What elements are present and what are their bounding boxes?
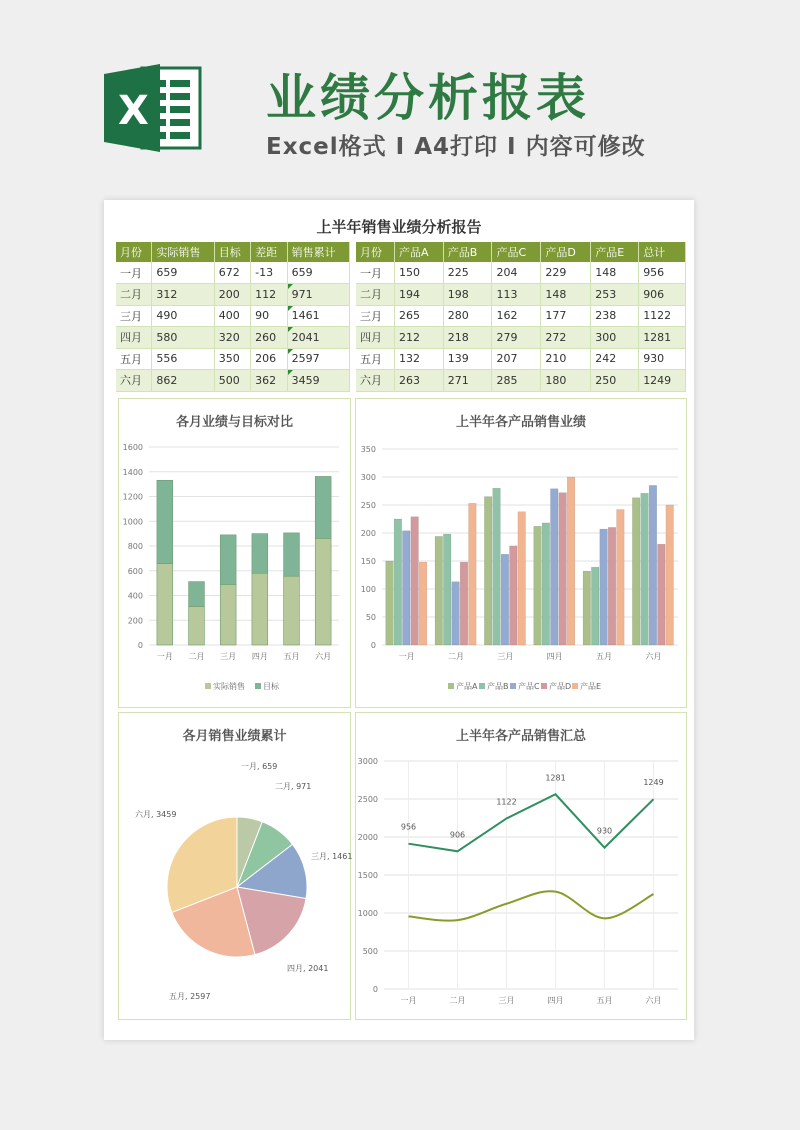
table-cell[interactable]: 二月 (116, 284, 152, 306)
x-tick-label: 一月 (398, 652, 415, 661)
table-cell[interactable]: 139 (443, 348, 492, 370)
table-row (116, 305, 350, 327)
bar (284, 576, 300, 645)
formula-marker-icon (288, 327, 293, 332)
bar (315, 476, 331, 538)
legend-swatch (572, 683, 578, 689)
x-tick-label: 五月 (596, 996, 613, 1005)
x-tick-label: 五月 (283, 652, 300, 661)
table-cell[interactable]: 659 (287, 262, 349, 284)
y-tick-label: 350 (360, 445, 376, 454)
table-cell[interactable]: 一月 (116, 262, 152, 284)
table-cell[interactable]: 194 (395, 284, 444, 306)
bar (608, 527, 616, 645)
legend-label: 产品E (580, 682, 602, 691)
table-cell[interactable]: 312 (152, 284, 214, 306)
table-cell[interactable]: 659 (152, 262, 214, 284)
bar (591, 567, 599, 645)
table-cell[interactable]: 285 (492, 370, 541, 392)
x-tick-label: 五月 (596, 652, 612, 661)
bar (402, 531, 410, 645)
legend-label: 产品B (487, 682, 509, 691)
right-header-cell: 产品C (492, 242, 541, 262)
table-cell[interactable]: 200 (214, 284, 250, 306)
table-cell[interactable]: 320 (214, 327, 250, 349)
bar (189, 606, 205, 645)
bar (649, 485, 657, 645)
grouped-bar-chart (356, 399, 688, 709)
y-tick-label: 250 (360, 501, 376, 510)
table-row (356, 284, 686, 306)
table-cell[interactable]: 271 (443, 370, 492, 392)
page-header (0, 0, 800, 190)
legend-label: 产品D (549, 682, 572, 691)
table-row (116, 327, 350, 349)
right-header-cell: 产品D (541, 242, 591, 262)
table-cell[interactable]: 350 (214, 348, 250, 370)
bar (315, 538, 331, 645)
y-tick-label: 0 (370, 641, 376, 650)
bar (252, 573, 268, 645)
excel-logo-icon (104, 62, 202, 154)
stacked-bar-chart (119, 399, 352, 709)
table-cell[interactable]: 2597 (287, 348, 349, 370)
right-header-cell: 产品B (443, 242, 492, 262)
bar (443, 534, 451, 645)
legend-swatch (255, 683, 261, 689)
line-data-label: 906 (449, 830, 466, 840)
table-cell[interactable]: 148 (541, 284, 591, 306)
bar (559, 493, 567, 645)
report-sheet (104, 200, 694, 1040)
table-cell[interactable]: 五月 (116, 348, 152, 370)
table-cell[interactable]: 238 (591, 305, 639, 327)
sales-summary-line-chart-panel (355, 712, 687, 1020)
bar (550, 489, 558, 645)
table-cell[interactable]: 207 (492, 348, 541, 370)
pie-data-label: 二月, 971 (275, 782, 312, 791)
bar (469, 503, 477, 645)
bar (411, 517, 419, 645)
bar (157, 480, 173, 563)
product-sales-chart-panel (355, 398, 687, 708)
pie-data-label: 五月, 2597 (169, 992, 211, 1001)
y-tick-label: 1000 (122, 517, 143, 527)
bar (435, 536, 443, 645)
line-data-label: 956 (400, 822, 417, 832)
table-cell[interactable]: 三月 (116, 305, 152, 327)
line-data-label: 930 (596, 826, 613, 836)
formula-marker-icon (288, 370, 293, 375)
logo-letter: X (118, 88, 149, 134)
y-tick-label: 100 (360, 585, 376, 594)
table-cell[interactable]: 250 (591, 370, 639, 392)
table-cell[interactable]: 1281 (639, 327, 686, 349)
bar (452, 582, 460, 645)
line-series-secondary (409, 891, 654, 920)
legend-label: 产品C (518, 682, 540, 691)
bar (542, 523, 550, 645)
y-tick-label: 1400 (122, 467, 143, 477)
chart-title: 各月销售业绩累计 (182, 729, 287, 744)
bar (252, 534, 268, 574)
table-cell[interactable]: 272 (541, 327, 591, 349)
y-tick-label: 1500 (357, 871, 378, 880)
table-cell[interactable]: 279 (492, 327, 541, 349)
bar (189, 582, 205, 607)
legend-label: 目标 (263, 682, 279, 691)
table-cell[interactable]: 180 (541, 370, 591, 392)
table-cell[interactable]: 672 (214, 262, 250, 284)
left-header-cell: 目标 (214, 242, 250, 262)
right-header-cell: 产品A (395, 242, 444, 262)
bar (493, 488, 501, 645)
table-cell[interactable]: 2041 (287, 327, 349, 349)
bar (394, 519, 402, 645)
page-title: 业绩分析报表 (266, 69, 590, 127)
y-tick-label: 300 (360, 473, 376, 482)
table-row (116, 370, 350, 392)
table-cell[interactable]: 212 (395, 327, 444, 349)
line-data-label: 1122 (496, 797, 517, 807)
x-tick-label: 四月 (546, 652, 563, 661)
page-subtitle: Excel格式 I A4打印 I 内容可修改 (266, 134, 646, 160)
left-header-cell: 月份 (116, 242, 152, 262)
bar (617, 509, 625, 645)
legend-swatch (510, 683, 516, 689)
table-row (356, 305, 686, 327)
bar (386, 561, 394, 645)
table-cell[interactable]: 六月 (116, 370, 152, 392)
y-tick-label: 200 (360, 529, 376, 538)
bar (518, 512, 526, 645)
bar (666, 505, 674, 645)
table-cell[interactable]: 265 (395, 305, 444, 327)
bar (632, 498, 640, 645)
legend-label: 实际销售 (213, 682, 245, 691)
legend-swatch (205, 683, 211, 689)
table-row (356, 370, 686, 392)
x-tick-label: 四月 (251, 652, 268, 661)
chart-title: 各月业绩与目标对比 (175, 415, 293, 430)
x-tick-label: 三月 (220, 652, 237, 661)
y-tick-label: 800 (127, 542, 143, 551)
y-tick-label: 500 (362, 947, 378, 956)
table-cell[interactable]: 253 (591, 284, 639, 306)
table-cell[interactable]: 580 (152, 327, 214, 349)
table-row (356, 348, 686, 370)
line-series-total (409, 794, 654, 851)
table-cell[interactable]: 906 (639, 284, 686, 306)
legend-swatch (448, 683, 454, 689)
table-cell[interactable]: 三月 (356, 305, 395, 327)
table-cell[interactable]: 148 (591, 262, 639, 284)
bar (419, 562, 427, 645)
bar (157, 563, 173, 645)
pie-data-label: 六月, 3459 (135, 810, 177, 819)
table-cell[interactable]: 242 (591, 348, 639, 370)
x-tick-label: 四月 (547, 996, 564, 1005)
pie-data-label: 三月, 1461 (311, 852, 352, 861)
table-cell[interactable]: 362 (251, 370, 287, 392)
y-tick-label: 600 (127, 566, 143, 576)
legend-swatch (541, 683, 547, 689)
table-cell[interactable]: 1122 (639, 305, 686, 327)
line-data-label: 1249 (643, 778, 664, 788)
table-cell[interactable]: 400 (214, 305, 250, 327)
y-tick-label: 1000 (357, 909, 378, 918)
table-cell[interactable]: 930 (639, 348, 686, 370)
x-tick-label: 一月 (156, 652, 173, 661)
table-cell[interactable]: 210 (541, 348, 591, 370)
table-row (116, 348, 350, 370)
y-tick-label: 1200 (122, 492, 143, 502)
pie-data-label: 四月, 2041 (287, 964, 329, 973)
x-tick-label: 二月 (188, 652, 205, 661)
table-cell[interactable]: 112 (251, 284, 287, 306)
x-tick-label: 二月 (448, 652, 464, 661)
y-tick-label: 200 (127, 616, 143, 626)
bar (600, 529, 608, 645)
left-header-cell: 销售累计 (287, 242, 349, 262)
table-cell[interactable]: 956 (639, 262, 686, 284)
y-tick-label: 50 (365, 613, 376, 622)
y-tick-label: 0 (137, 641, 143, 650)
y-tick-label: 3000 (357, 757, 378, 766)
table-cell[interactable]: 206 (251, 348, 287, 370)
bar (220, 535, 236, 585)
x-tick-label: 三月 (497, 652, 514, 661)
right-header-cell: 产品E (591, 242, 639, 262)
bar (567, 477, 575, 645)
y-tick-label: 400 (127, 591, 143, 601)
x-tick-label: 二月 (449, 996, 466, 1005)
x-tick-label: 六月 (645, 996, 662, 1005)
bar (220, 584, 236, 645)
table-row (116, 262, 350, 284)
bar (583, 571, 591, 645)
y-tick-label: 150 (360, 557, 376, 566)
table-cell[interactable]: 862 (152, 370, 214, 392)
table-cell[interactable]: 280 (443, 305, 492, 327)
table-cell[interactable]: 3459 (287, 370, 349, 392)
bar (460, 562, 468, 645)
table-cell[interactable]: 132 (395, 348, 444, 370)
bar (534, 526, 542, 645)
table-cell[interactable]: 490 (152, 305, 214, 327)
table-cell[interactable]: 90 (251, 305, 287, 327)
table-cell[interactable]: 177 (541, 305, 591, 327)
monthly-sales-table (116, 242, 350, 392)
formula-marker-icon (288, 349, 293, 354)
left-header-cell: 实际销售 (152, 242, 214, 262)
table-cell[interactable]: 500 (214, 370, 250, 392)
bar (501, 554, 509, 645)
table-cell[interactable]: 六月 (356, 370, 395, 392)
report-title: 上半年销售业绩分析报告 (316, 218, 482, 236)
table-cell[interactable]: 四月 (116, 327, 152, 349)
target-comparison-chart-panel (118, 398, 351, 708)
bar (510, 546, 518, 645)
chart-title: 上半年各产品销售汇总 (455, 729, 586, 744)
table-row (356, 262, 686, 284)
legend-swatch (479, 683, 485, 689)
table-cell[interactable]: 204 (492, 262, 541, 284)
table-cell[interactable]: 225 (443, 262, 492, 284)
table-cell[interactable]: 971 (287, 284, 349, 306)
x-tick-label: 六月 (645, 652, 662, 661)
y-tick-label: 2000 (357, 833, 378, 842)
table-cell[interactable]: 300 (591, 327, 639, 349)
table-cell[interactable]: 229 (541, 262, 591, 284)
formula-marker-icon (288, 306, 293, 311)
table-cell[interactable]: 556 (152, 348, 214, 370)
table-cell[interactable]: 四月 (356, 327, 395, 349)
line-data-label: 1281 (545, 773, 566, 783)
table-cell[interactable]: 150 (395, 262, 444, 284)
table-cell[interactable]: -13 (251, 262, 287, 284)
cumulative-pie-chart-panel (118, 712, 351, 1020)
pie-data-label: 一月, 659 (241, 762, 278, 771)
left-header-cell: 差距 (251, 242, 287, 262)
bar (658, 544, 666, 645)
table-cell[interactable]: 263 (395, 370, 444, 392)
y-tick-label: 0 (372, 985, 378, 994)
chart-title: 上半年各产品销售业绩 (455, 415, 586, 430)
table-cell[interactable]: 113 (492, 284, 541, 306)
x-tick-label: 一月 (400, 996, 417, 1005)
product-sales-table (356, 242, 686, 392)
y-tick-label: 2500 (357, 795, 378, 804)
bar (484, 497, 492, 645)
legend-label: 产品A (456, 682, 478, 691)
table-cell[interactable]: 260 (251, 327, 287, 349)
table-cell[interactable]: 一月 (356, 262, 395, 284)
pie-chart (119, 713, 352, 1021)
x-tick-label: 六月 (315, 652, 332, 661)
right-header-cell: 总计 (639, 242, 686, 262)
table-cell[interactable]: 二月 (356, 284, 395, 306)
table-cell[interactable]: 1249 (639, 370, 686, 392)
table-cell[interactable]: 五月 (356, 348, 395, 370)
y-tick-label: 1600 (122, 443, 143, 452)
table-row (116, 284, 350, 306)
table-cell[interactable]: 1461 (287, 305, 349, 327)
table-cell[interactable]: 162 (492, 305, 541, 327)
table-cell[interactable]: 218 (443, 327, 492, 349)
formula-marker-icon (288, 284, 293, 289)
table-row (356, 327, 686, 349)
bar (641, 493, 649, 645)
bar (284, 533, 300, 576)
x-tick-label: 三月 (498, 996, 515, 1005)
table-cell[interactable]: 198 (443, 284, 492, 306)
right-header-cell: 月份 (356, 242, 395, 262)
line-chart (356, 713, 688, 1021)
